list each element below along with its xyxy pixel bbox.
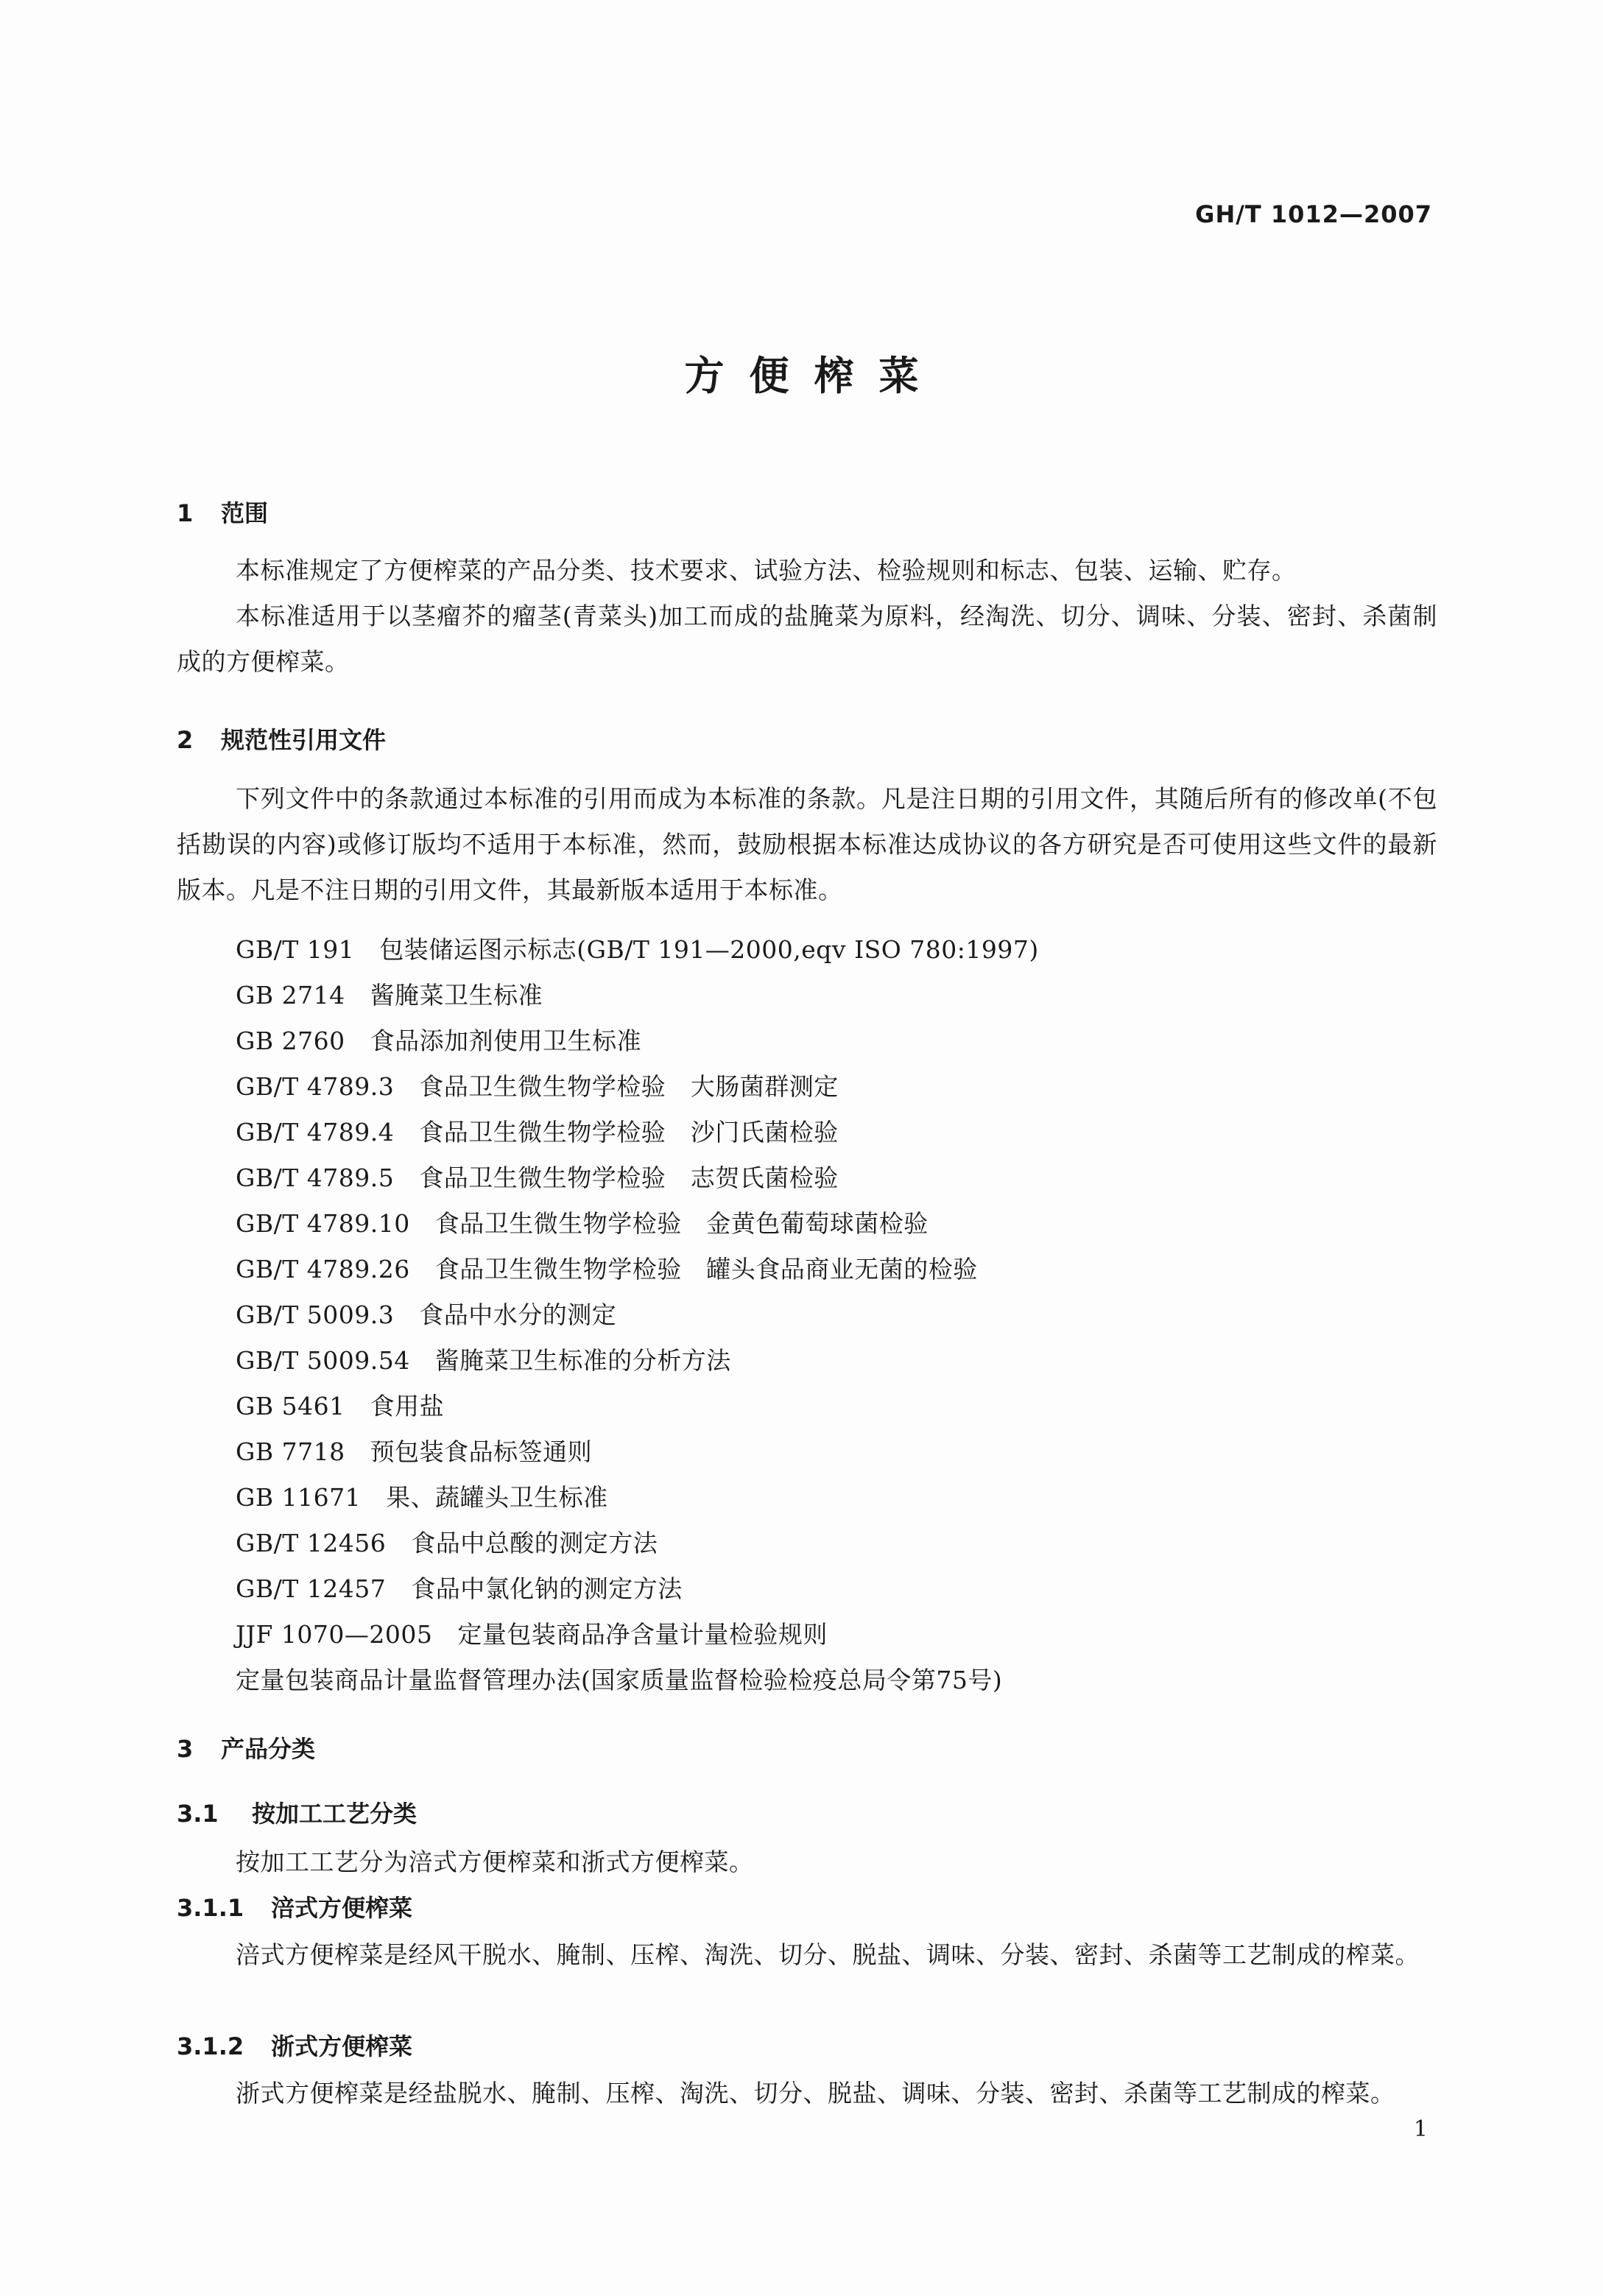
reference-item: GB 2714 酱腌菜卫生标准 — [236, 981, 543, 1010]
reference-item: GB/T 4789.4 食品卫生微生物学检验 沙门氏菌检验 — [236, 1118, 839, 1147]
reference-item: GB 7718 预包装食品标签通则 — [236, 1437, 593, 1466]
section-title: 涪式方便榨菜 — [271, 1894, 413, 1922]
reference-item: GB 5461 食用盐 — [236, 1392, 445, 1420]
section-number: 3.1.1 — [177, 1894, 244, 1922]
section-title: 规范性引用文件 — [221, 726, 387, 754]
reference-item: GB/T 5009.54 酱腌菜卫生标准的分析方法 — [236, 1346, 731, 1375]
section-3-1-1-heading — [177, 1890, 412, 1923]
reference-item: GB/T 12456 食品中总酸的测定方法 — [236, 1529, 658, 1557]
section-3-heading — [177, 1730, 315, 1764]
section-title: 产品分类 — [221, 1735, 316, 1763]
section-number: 2 — [177, 726, 194, 754]
reference-item: 定量包装商品计量监督管理办法(国家质量监督检验检疫总局令第75号) — [236, 1666, 1003, 1694]
reference-item: GB/T 5009.3 食品中水分的测定 — [236, 1300, 617, 1329]
section-3-1-2-text: 浙式方便榨菜是经盐脱水、腌制、压榨、淘洗、切分、脱盐、调味、分装、密封、杀菌等工艺制成的榨菜。 — [236, 2079, 1395, 2107]
scope-paragraph-1: 本标准规定了方便榨菜的产品分类、技术要求、试验方法、检验规则和标志、包装、运输、贮存。 — [236, 556, 1297, 585]
section-number: 3.1 — [177, 1800, 219, 1828]
reference-item: GB 2760 食品添加剂使用卫生标准 — [236, 1026, 642, 1055]
reference-item: GB 11671 果、蔬罐头卫生标准 — [236, 1483, 608, 1512]
section-3-1-1-text: 涪式方便榨菜是经风干脱水、腌制、压榨、淘洗、切分、脱盐、调味、分装、密封、杀菌等工艺制成的榨菜。 — [236, 1940, 1420, 1969]
section-2-heading — [177, 722, 386, 756]
reference-item: JJF 1070—2005 定量包装商品净含量计量检验规则 — [236, 1620, 828, 1649]
document-title: 方便榨菜 — [684, 353, 944, 399]
section-1-heading — [177, 495, 268, 529]
reference-item: GB/T 4789.26 食品卫生微生物学检验 罐头食品商业无菌的检验 — [236, 1255, 978, 1283]
section-number: 3.1.2 — [177, 2032, 244, 2060]
reference-item: GB/T 12457 食品中氯化钠的测定方法 — [236, 1574, 683, 1603]
section-title: 范围 — [221, 499, 269, 527]
page-number: 1 — [1413, 2116, 1428, 2142]
references-intro: 下列文件中的条款通过本标准的引用而成为本标准的条款。凡是注日期的引用文件，其随后所有的修改单(不包括勘误的内容)或修订版均不适用于本标准，然而，鼓励根据本标准达成协议的各方研究是否可使用这些文件的最新版本。凡是不注日期的引用文件，其最新版本适用于本标准。 — [177, 784, 1437, 904]
reference-item: GB/T 4789.10 食品卫生微生物学检验 金黄色葡萄球菌检验 — [236, 1209, 929, 1238]
section-3-1-2-heading — [177, 2028, 412, 2062]
standard-code: GH/T 1012—2007 — [1195, 200, 1432, 228]
section-3-1-heading — [177, 1795, 417, 1829]
section-title: 浙式方便榨菜 — [271, 2032, 413, 2060]
reference-item: GB/T 4789.5 食品卫生微生物学检验 志贺氏菌检验 — [236, 1163, 839, 1192]
section-title: 按加工工艺分类 — [252, 1800, 418, 1828]
section-number: 1 — [177, 499, 194, 527]
section-3-1-text: 按加工工艺分为涪式方便榨菜和浙式方便榨菜。 — [236, 1848, 754, 1876]
scope-paragraph-2: 本标准适用于以茎瘤芥的瘤茎(青菜头)加工而成的盐腌菜为原料，经淘洗、切分、调味、分装、密封、杀菌制成的方便榨菜。 — [177, 602, 1437, 676]
section-number: 3 — [177, 1735, 194, 1763]
reference-item: GB/T 191 包装储运图示标志(GB/T 191—2000,eqv ISO 780:1997) — [236, 935, 1039, 964]
reference-item: GB/T 4789.3 食品卫生微生物学检验 大肠菌群测定 — [236, 1072, 839, 1101]
